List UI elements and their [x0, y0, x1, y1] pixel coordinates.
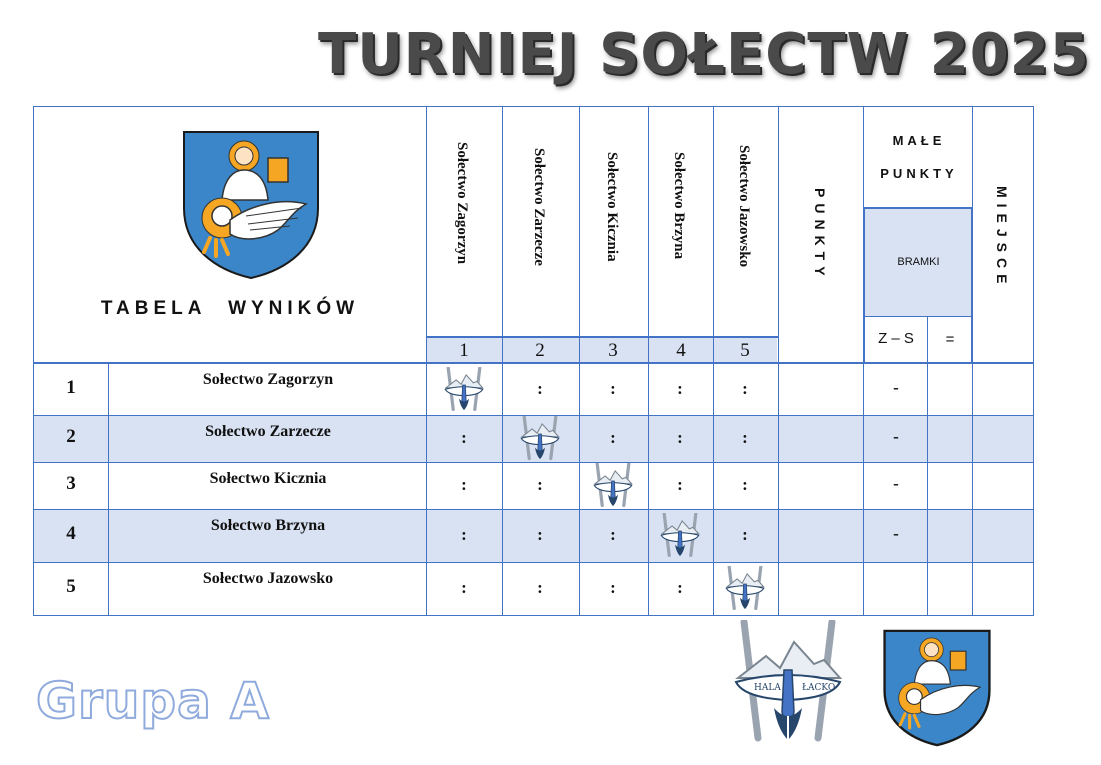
column-number: 3: [608, 340, 618, 361]
score-cell: :: [610, 525, 616, 544]
male-punkty-header-line2: PUNKTY: [880, 166, 958, 181]
score-cell: :: [461, 475, 467, 494]
column-header-5: Sołectwo Jazowsko: [736, 145, 752, 268]
logo-text-left: HALA: [754, 683, 781, 693]
column-number: 5: [740, 340, 750, 361]
row-team-name: Sołectwo Brzyna: [210, 517, 326, 534]
row-number: 5: [66, 576, 76, 597]
page-title: TURNIEJ SOŁECTW 2025: [318, 22, 1090, 87]
column-header-4: Sołectwo Brzyna: [671, 152, 687, 260]
zs-header: Z – S: [878, 330, 914, 347]
row-team-name: Sołectwo Jazowsko: [202, 570, 334, 587]
zs-value: -: [893, 377, 899, 397]
diagonal-logo-icon: [591, 463, 635, 509]
row-team-name: Sołectwo Kicznia: [209, 470, 327, 487]
eq-header: =: [945, 331, 955, 348]
coat-of-arms-small-icon: [883, 626, 991, 750]
column-header-2: Sołectwo Zarzecze: [531, 148, 547, 266]
column-header-3: Sołectwo Kicznia: [604, 152, 620, 262]
score-cell: :: [742, 525, 748, 544]
score-cell: :: [677, 378, 683, 398]
column-number: 1: [459, 340, 469, 361]
coat-of-arms-icon: [182, 130, 320, 280]
zs-value: -: [893, 474, 899, 493]
score-cell: :: [610, 428, 616, 447]
group-label: Grupa A: [36, 672, 270, 730]
score-cell: :: [677, 475, 683, 494]
score-cell: :: [677, 428, 683, 447]
score-cell: :: [742, 378, 748, 398]
column-header-1: Sołectwo Zagorzyn: [454, 142, 470, 265]
score-cell: :: [537, 475, 543, 494]
table-label: TABELA WYNIKÓW: [100, 298, 360, 319]
row-number: 4: [66, 523, 76, 544]
row-team-name: Sołectwo Zagorzyn: [202, 371, 334, 388]
score-cell: :: [610, 578, 616, 597]
column-number: 4: [676, 340, 686, 361]
diagonal-logo-icon: [658, 513, 702, 559]
diagonal-logo-icon: [518, 416, 562, 462]
score-cell: :: [461, 578, 467, 597]
punkty-header: PUNKTY: [812, 188, 828, 282]
score-cell: :: [537, 525, 543, 544]
zs-value: -: [893, 427, 899, 446]
score-cell: :: [537, 578, 543, 597]
score-cell: :: [461, 428, 467, 447]
diagonal-logo-icon: [723, 566, 767, 612]
score-cell: :: [677, 578, 683, 597]
zs-value: -: [893, 524, 899, 543]
row-number: 3: [66, 473, 76, 494]
row-number: 1: [66, 376, 76, 398]
logo-text-right: ŁACKO: [802, 683, 836, 693]
column-number: 2: [535, 340, 545, 361]
row-number: 2: [66, 426, 76, 447]
row-team-name: Sołectwo Zarzecze: [205, 423, 331, 440]
hala-lacko-logo-icon: [728, 620, 848, 748]
score-cell: :: [742, 475, 748, 494]
diagonal-logo-icon: [442, 367, 486, 413]
score-cell: :: [610, 378, 616, 398]
miejsce-header: MIEJSCE: [994, 186, 1010, 290]
score-cell: :: [461, 525, 467, 544]
score-cell: :: [537, 378, 543, 398]
bramki-label: BRAMKI: [897, 256, 940, 268]
male-punkty-header-line1: MAŁE: [892, 133, 946, 148]
score-cell: :: [742, 428, 748, 447]
